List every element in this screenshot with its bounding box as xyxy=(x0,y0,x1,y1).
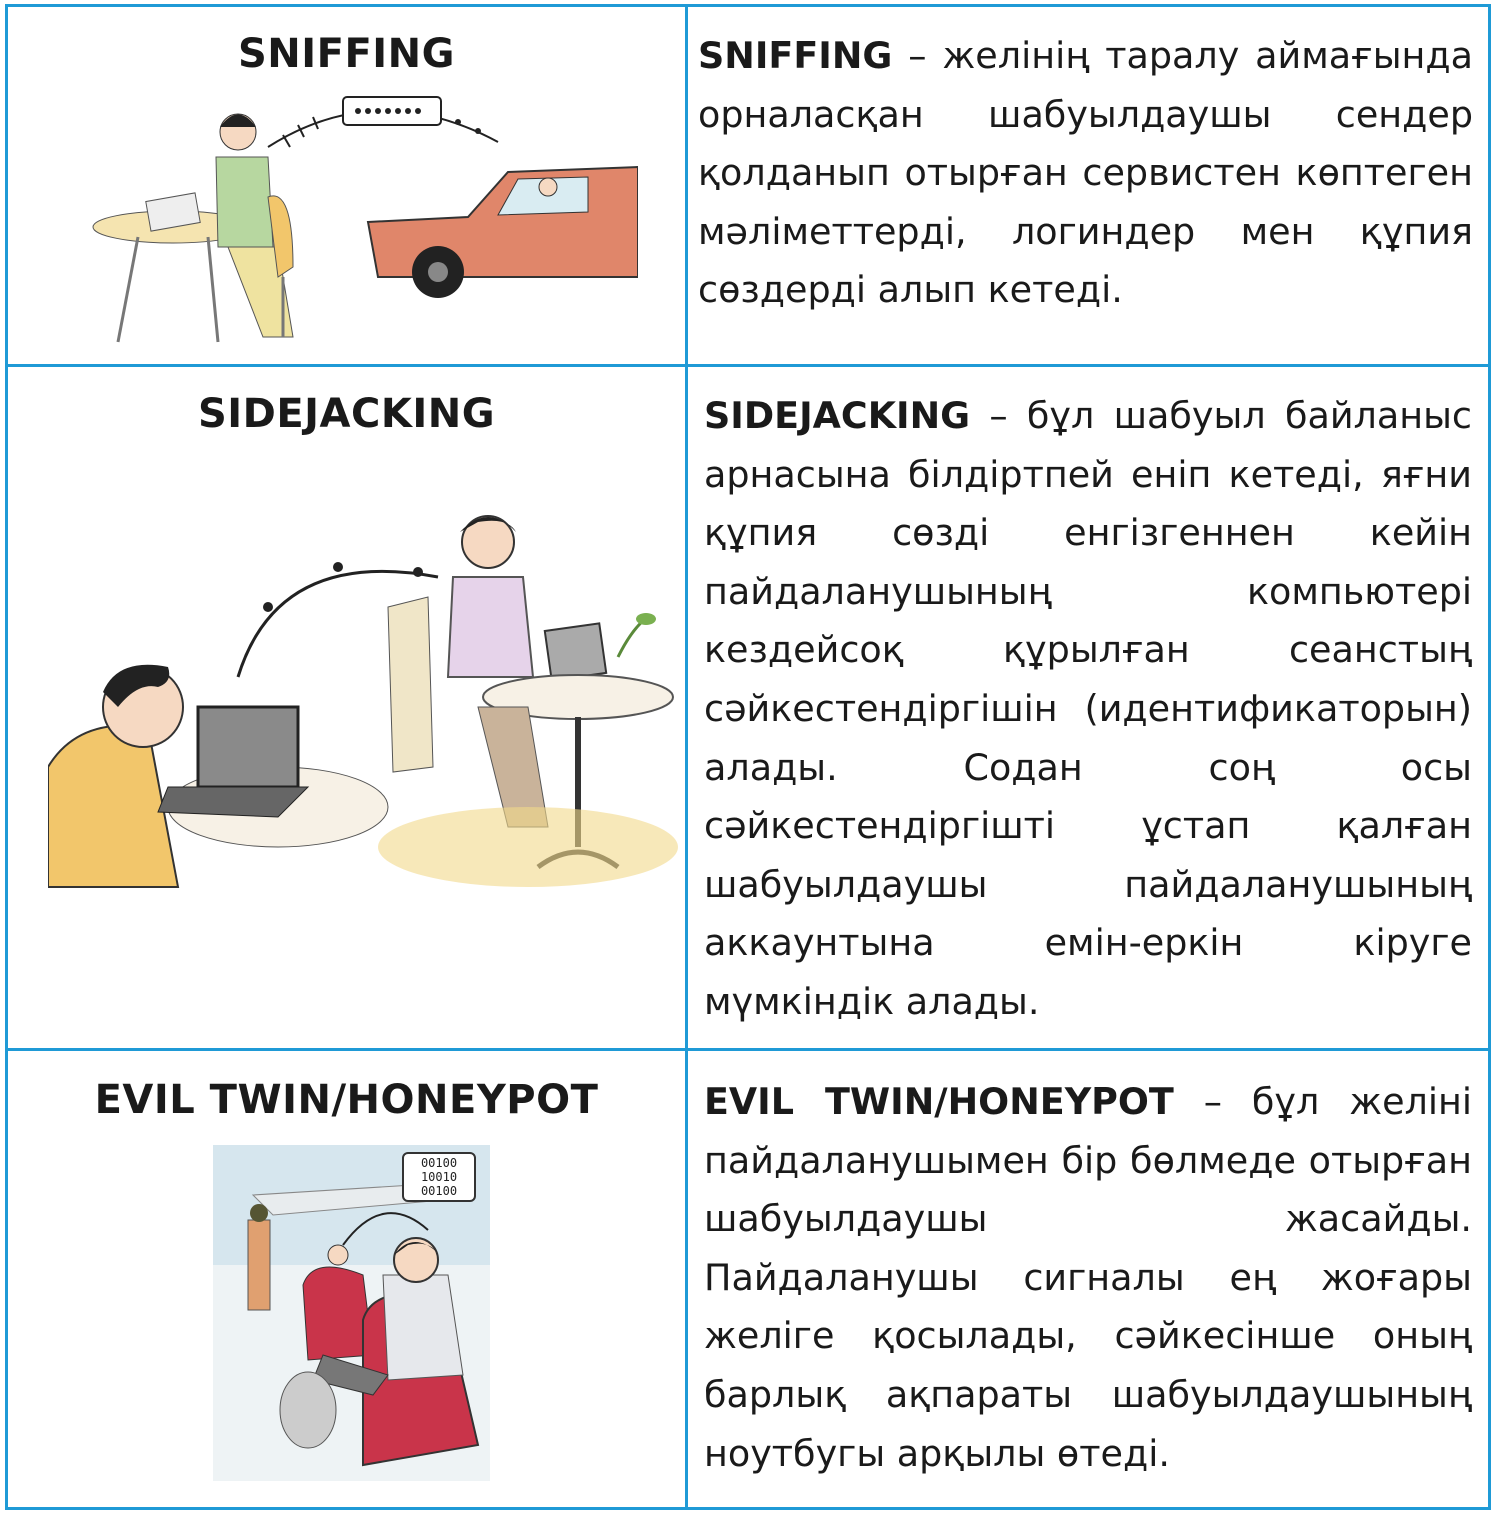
sidejacking-term: SIDEJACKING xyxy=(704,394,971,437)
evil-twin-illustration xyxy=(213,1145,490,1481)
sniffing-description-cell xyxy=(688,7,1488,364)
binary-line-3: 00100 xyxy=(420,1184,458,1198)
binary-line-2: 10010 xyxy=(420,1170,458,1184)
sniffing-illustration xyxy=(78,87,638,357)
evil-twin-heading: EVIL TWIN/HONEYPOT xyxy=(94,1077,599,1123)
sidejacking-illustration-cell xyxy=(8,367,685,1048)
evil-twin-text: – бұл желіні пайдаланушымен бір бөлмеде отырған шабуылдаушы жасайды. Пайдаланушы сигналы ең жоғары желіге қосылады, сәйкесінше оның барлық ақпараты шабуылдаушының ноутбугы арқылы өтеді. xyxy=(704,1080,1473,1475)
sniffing-heading: SNIFFING xyxy=(237,31,455,77)
sidejacking-illustration xyxy=(48,507,678,897)
table-border-bottom xyxy=(5,1507,1491,1510)
sidejacking-description-cell xyxy=(688,367,1488,1048)
sidejacking-text: – бұл шабуыл байланыс арнасына білдіртпей еніп кетеді, яғни құпия сөзді енгізгеннен кейін пайдаланушының компьютері кездейсоқ құрылған сеанстың сәйкестендіргішін (идентификаторын) алады. Содан соң осы сәйкестендіргішті ұстап қалған шабуылдаушы пайдаланушының аккаунтына емін-еркін кіруге мүмкіндік алады. xyxy=(704,394,1472,1023)
binary-line-1: 00100 xyxy=(420,1156,458,1170)
table-border-right xyxy=(1488,4,1491,1510)
sniffing-description xyxy=(698,27,1473,320)
evil-twin-description-cell xyxy=(688,1051,1488,1507)
evil-twin-description xyxy=(704,1073,1472,1483)
sniffing-illustration-cell xyxy=(8,7,685,364)
sidejacking-heading: SIDEJACKING xyxy=(197,391,496,437)
sidejacking-description xyxy=(704,387,1472,1032)
sniffing-text: – желінің таралу аймағында орналасқан шабуылдаушы сендер қолданып отырған сервистен көптеген мәліметтерді, логиндер мен құпия сөздерді алып кетеді. xyxy=(698,34,1473,312)
sniffing-term: SNIFFING xyxy=(698,34,893,77)
evil-twin-illustration-cell xyxy=(8,1051,685,1507)
evil-twin-term: EVIL TWIN/HONEYPOT xyxy=(704,1080,1174,1123)
